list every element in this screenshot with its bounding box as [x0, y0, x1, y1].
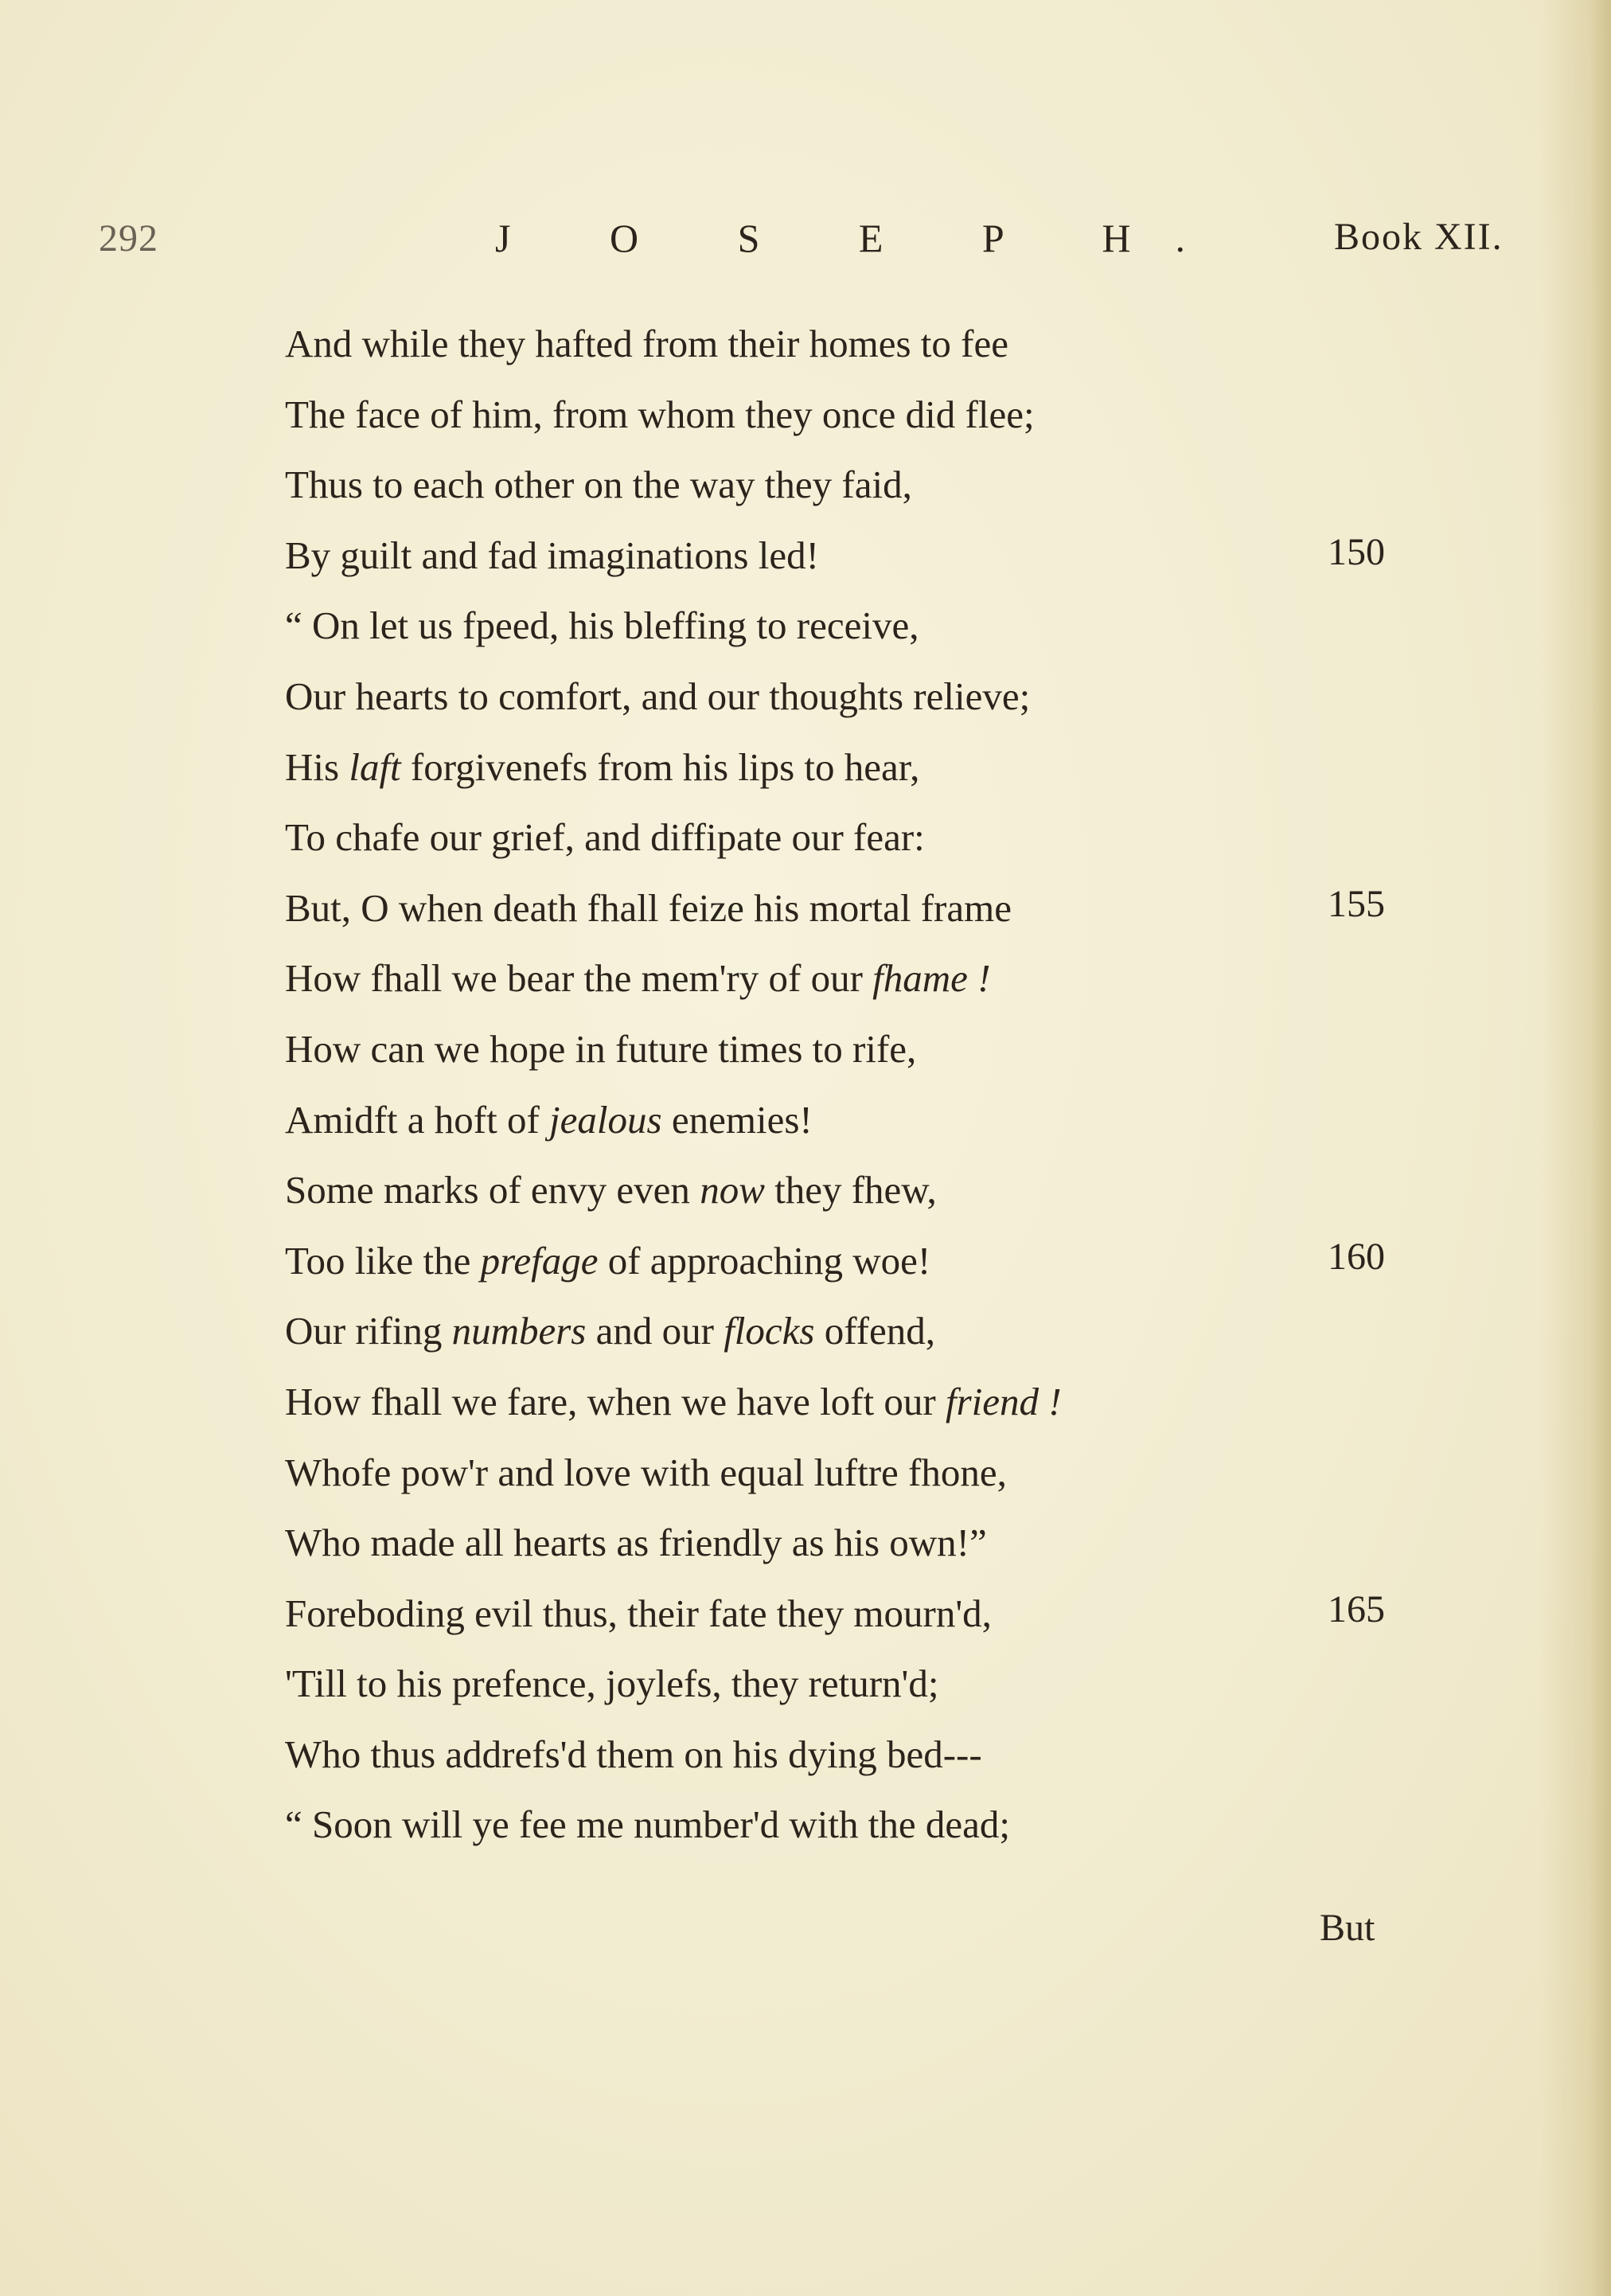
page-number: 292: [99, 217, 158, 260]
verse-line: Who thus addrefs'd them on his dying bed---: [285, 1732, 982, 1776]
line-number-160: 160: [1328, 1236, 1385, 1278]
verse-line: Amidft a hoft of jealous enemies!: [285, 1097, 813, 1142]
running-title: J O S E P H.: [495, 216, 1230, 260]
verse-line: The face of him, from whom they once did flee;: [285, 392, 1035, 436]
book-label: Book XII.: [1334, 216, 1504, 258]
poem: [285, 315, 1320, 1867]
catchword: But: [1320, 1907, 1375, 1949]
verse-line: Our rifing numbers and our flocks offend,: [285, 1309, 935, 1353]
verse-line: 'Till to his prefence, joylefs, they return'd;: [285, 1661, 939, 1706]
verse-line: Foreboding evil thus, their fate they mourn'd,: [285, 1591, 992, 1635]
line-number-165: 165: [1328, 1588, 1385, 1630]
verse-line: Whofe pow'r and love with equal luftre fhone,: [285, 1450, 1007, 1494]
verse-line: By guilt and fad imaginations led!: [285, 533, 819, 577]
line-number-150: 150: [1328, 531, 1385, 573]
verse-line: Thus to each other on the way they faid,: [285, 463, 912, 507]
page-edge-shadow: [1539, 0, 1611, 2296]
verse-line: “ On let us fpeed, his bleffing to receive,: [285, 603, 919, 648]
verse-line: Some marks of envy even now they fhew,: [285, 1168, 937, 1212]
verse-line: Who made all hearts as friendly as his own!”: [285, 1521, 987, 1565]
verse-line: His laft forgivenefs from his lips to hear,: [285, 744, 920, 789]
verse-line: Too like the prefage of approaching woe!: [285, 1238, 931, 1283]
verse-line: And while they hafted from their homes to fee: [285, 322, 1008, 365]
verse-line: To chafe our grief, and diffipate our fear:: [285, 815, 925, 860]
verse-line: How fhall we bear the mem'ry of our fhame !: [285, 956, 991, 1001]
verse-line: Our hearts to comfort, and our thoughts relieve;: [285, 674, 1031, 718]
verse-line: But, O when death fhall feize his mortal frame: [285, 885, 1012, 930]
verse-line: How can we hope in future times to rife,: [285, 1026, 917, 1071]
line-number-155: 155: [1328, 883, 1385, 925]
verse-line: “ Soon will ye fee me number'd with the dead;: [285, 1802, 1010, 1847]
verse-line: How fhall we fare, when we have loft our friend !: [285, 1379, 1062, 1423]
